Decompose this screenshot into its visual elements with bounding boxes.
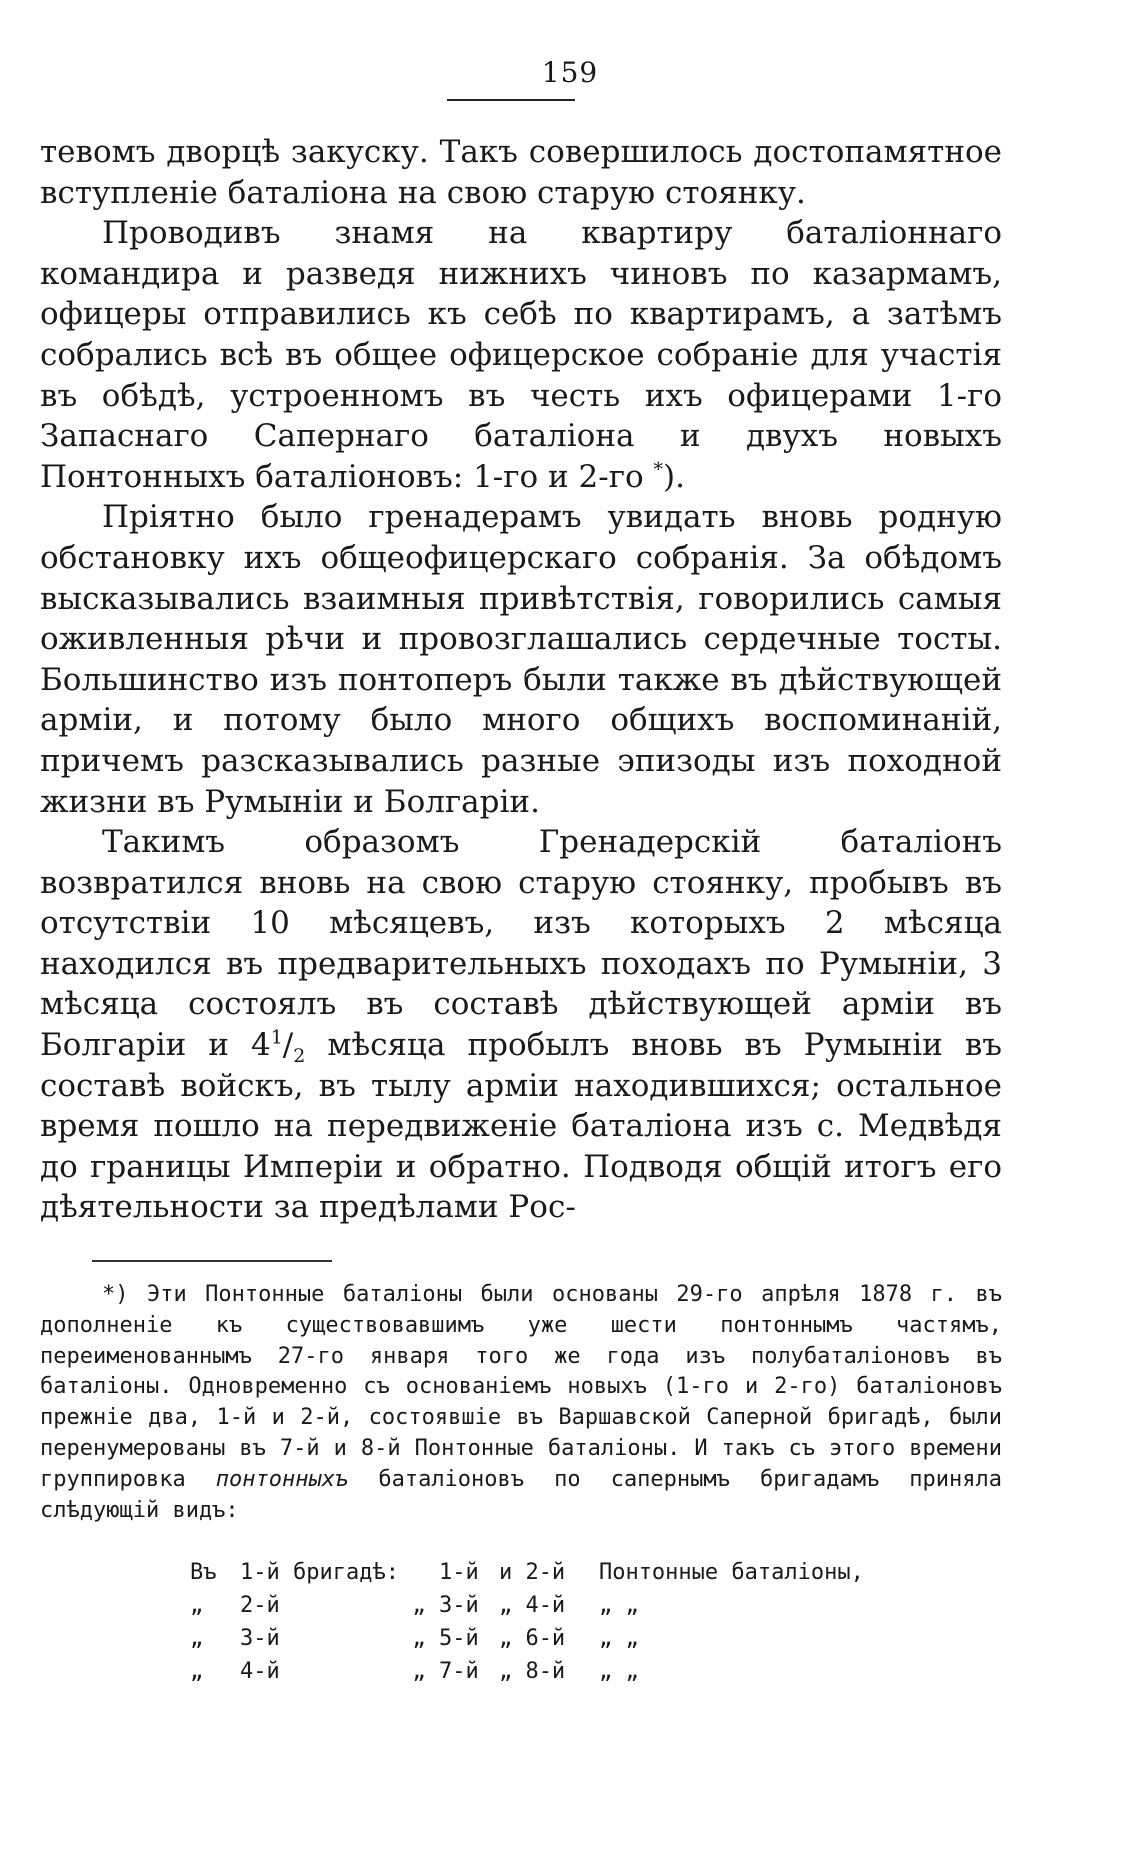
page-number: 159	[541, 56, 599, 89]
table-cell: „ 6-й	[498, 1626, 566, 1651]
table-cell: „	[190, 1626, 204, 1651]
table-cell: „	[412, 1626, 426, 1651]
table-cell: и 2-й	[498, 1560, 566, 1585]
table-cell: „ „	[598, 1659, 639, 1684]
table-cell: „	[412, 1593, 426, 1618]
paragraph-2-text: Проводивъ знамя на квартиру баталіоннаго командира и разведя нижнихъ чиновъ по казармамъ, офицеры отправились къ себѣ по квартирамъ, а затѣмъ собрались всѣ въ общее офицерское собраніе для участія въ обѣдѣ, устроенномъ въ честь ихъ офицерами 1-го Запаснаго Сапернаго баталіона и двухъ новыхъ Понтонныхъ баталіоновъ: 1-го и 2-го	[40, 215, 1002, 495]
table-cell: Въ	[190, 1560, 217, 1585]
paragraph-4-end: мѣсяца пробылъ вновь въ Румыніи въ составѣ войскъ, въ тылу арміи находившихся; остальное время пошло на передвиженіе баталіона изъ с. Медвѣдя до границы Имперіи и обратно. Подводя общій итогъ его дѣятельности за предѣлами Рос-	[40, 1027, 1002, 1226]
table-cell: 1-й бригадѣ:	[240, 1560, 399, 1585]
fraction-denominator: 2	[293, 1045, 306, 1068]
paragraph-4-text: Такимъ образомъ Гренадерскій баталіонъ возвратился вновь на свою старую стоянку, пробывъ въ отсутствіи 10 мѣсяцевъ, изъ которыхъ 2 мѣсяца находился въ предварительныхъ походахъ по Румыніи, 3 мѣсяца состоялъ въ составѣ дѣйствующей арміи въ Болгаріи и 4	[40, 824, 1002, 1064]
table-cell: „ „	[598, 1626, 639, 1651]
paragraph-4	[40, 822, 1002, 1228]
table-cell: 3-й	[240, 1626, 280, 1651]
table-cell: 2-й	[240, 1593, 280, 1618]
table-row	[190, 1626, 864, 1659]
table-cell: „ 8-й	[498, 1659, 566, 1684]
footnote-reference: *	[653, 458, 664, 481]
table-cell: 3-й	[438, 1593, 479, 1618]
brigade-table	[190, 1560, 864, 1692]
paragraph-2	[40, 213, 1002, 497]
footnote-paragraph	[40, 1280, 1002, 1526]
paragraph-3: Пріятно было гренадерамъ увидать вновь родную обстановку ихъ общеофицерскаго собранія. За обѣдомъ высказывались взаимныя привѣтствія, говорились самыя оживленныя рѣчи и провозглашались сердечные тосты. Большинство изъ понтоперъ были также въ дѣйствующей арміи, и потому было много общихъ воспоминаній, причемъ разсказывались разные эпизоды изъ походной жизни въ Румыніи и Болгаріи.	[40, 499, 1002, 820]
fraction-slash: /	[282, 1027, 294, 1064]
footnote	[40, 1280, 1002, 1526]
table-row	[190, 1659, 864, 1692]
paragraph-2-end: ).	[663, 458, 685, 495]
fraction-numerator: 1	[270, 1026, 283, 1049]
table-cell: 5-й	[438, 1626, 479, 1651]
footnote-text-end: баталіоновъ по сапернымъ бригадамъ приняла слѣдующій видъ:	[40, 1466, 1002, 1523]
page-number-rule	[447, 99, 575, 101]
table-cell: Понтонные баталіоны,	[598, 1560, 864, 1585]
table-cell	[399, 1560, 439, 1593]
table-cell: 4-й	[240, 1659, 280, 1684]
table-row	[190, 1593, 864, 1626]
table-cell: „ 4-й	[498, 1593, 566, 1618]
table-cell: „	[190, 1593, 204, 1618]
footnote-text: *) Эти Понтонные баталіоны были основаны 29-го апрѣля 1878 г. въ дополненіе къ существовавшимъ уже шести понтоннымъ частямъ, переименованнымъ 27-го января того же года изъ полубаталіоновъ въ баталіоны. Одновременно съ основаніемъ новыхъ (1-го и 2-го) баталіоновъ прежніе два, 1-й и 2-й, состоявшіе въ Варшавской Саперной бригадѣ, были перенумерованы въ 7-й и 8-й Понтонные баталіоны. И такъ съ этого времени группировка	[40, 1282, 1002, 1492]
table-cell: 1-й	[438, 1560, 479, 1585]
footnote-rule	[92, 1260, 332, 1262]
table-cell: „	[412, 1659, 426, 1684]
table-cell: „	[190, 1659, 204, 1684]
paragraph-1: тевомъ дворцѣ закуску. Такъ совершилось достопамятное вступленіе баталіона на свою старую стоянку.	[40, 134, 1002, 211]
table-row	[190, 1560, 864, 1593]
footnote-emphasis: понтонныхъ	[215, 1466, 349, 1492]
table-cell: „ „	[598, 1593, 639, 1618]
table-cell: 7-й	[438, 1659, 479, 1684]
main-text	[40, 132, 1002, 1228]
